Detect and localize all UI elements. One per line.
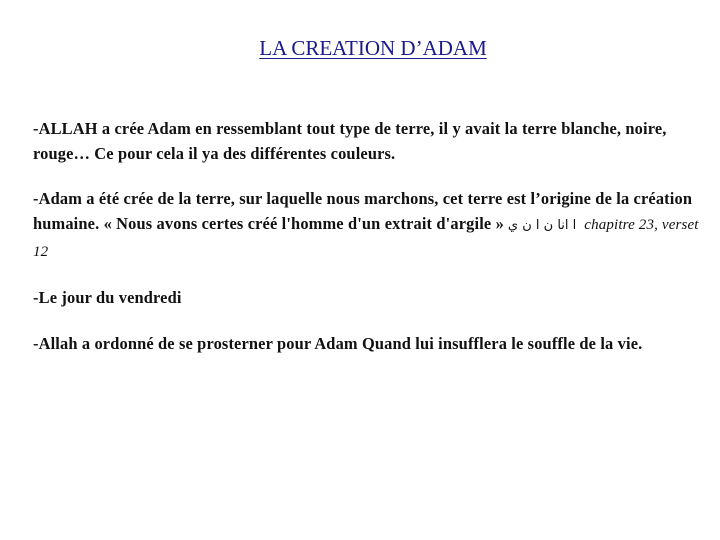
paragraph-text: -Le jour du vendredi	[33, 288, 182, 307]
paragraph-text: -Allah a ordonné de se prosterner pour Adam Quand lui insufflera le souffle de la vie.	[33, 334, 643, 353]
paragraph-text: -ALLAH a crée Adam en ressemblant tout type de terre, il y avait la terre blanche, noire, rouge… Ce pour cela il ya des différentes couleurs.	[33, 119, 667, 163]
arabic-verse-fragment: ا انا ن ا ن ي	[507, 218, 577, 233]
paragraph-creation-from-clay	[33, 186, 713, 265]
page-title: LA CREATION D’ADAM	[259, 36, 487, 60]
paragraph-text: -Adam a été crée de la terre, sur laquelle nous marchons, cet terre est l’origine de la création humaine. « Nous avons certes créé l'homme d'un extrait d'argile »	[33, 189, 693, 233]
paragraph-friday	[33, 285, 713, 310]
verse-reference: chapitre 23, verset 12	[33, 217, 699, 260]
paragraph-colors-of-earth	[33, 116, 713, 166]
paragraph-prostration	[33, 331, 713, 356]
